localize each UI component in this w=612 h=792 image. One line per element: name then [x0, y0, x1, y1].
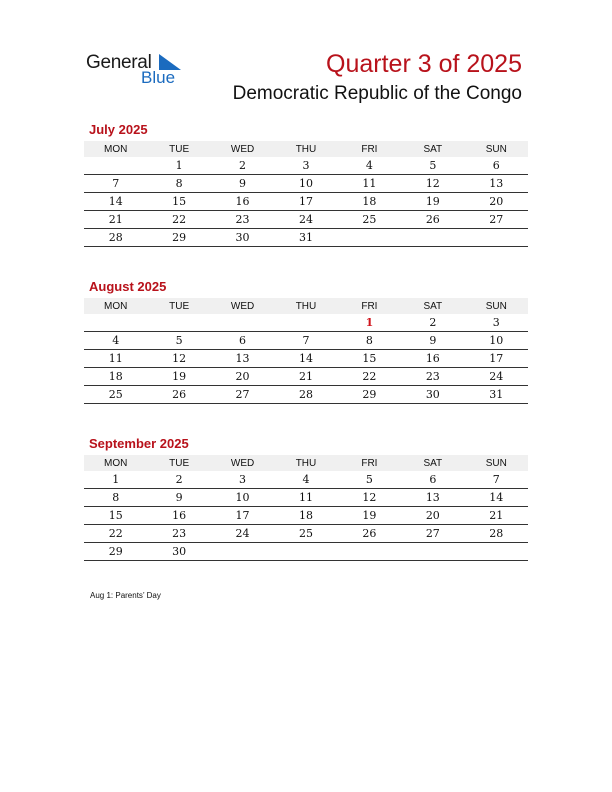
day-cell: 28: [84, 229, 147, 247]
day-cell: 5: [401, 157, 464, 175]
weekday-label: MON: [84, 455, 147, 471]
day-cell: [211, 543, 274, 561]
day-cell: [465, 543, 528, 561]
day-cell: 12: [338, 489, 401, 507]
day-cell: 20: [401, 507, 464, 525]
day-cell: [401, 543, 464, 561]
month-september: [84, 436, 528, 561]
day-cell: 10: [465, 332, 528, 350]
day-cell: 17: [274, 193, 337, 211]
day-cell: 16: [401, 350, 464, 368]
day-cell: 14: [274, 350, 337, 368]
weekday-label: FRI: [338, 455, 401, 471]
day-cell: 3: [465, 314, 528, 332]
day-cell: 2: [401, 314, 464, 332]
weekday-label: THU: [274, 455, 337, 471]
holiday-note: Aug 1: Parents’ Day: [90, 591, 161, 600]
month-august: [84, 279, 528, 404]
week-row: [84, 193, 528, 211]
week-row: [84, 157, 528, 175]
day-cell: 22: [147, 211, 210, 229]
day-cell: 16: [147, 507, 210, 525]
day-cell: 23: [211, 211, 274, 229]
day-cell: [84, 157, 147, 175]
weekday-label: SAT: [401, 298, 464, 314]
day-cell: 5: [147, 332, 210, 350]
calendar-table: [84, 455, 528, 561]
weekday-label: SAT: [401, 141, 464, 157]
day-cell: [147, 314, 210, 332]
weekday-label: SUN: [465, 298, 528, 314]
day-cell: 27: [211, 386, 274, 404]
day-cell: 19: [147, 368, 210, 386]
weekday-header-row: [84, 141, 528, 157]
week-row: [84, 386, 528, 404]
day-cell: 15: [147, 193, 210, 211]
weekday-label: MON: [84, 141, 147, 157]
logo-text-blue: Blue: [141, 68, 176, 87]
day-cell: 12: [147, 350, 210, 368]
week-row: [84, 314, 528, 332]
day-cell: 9: [211, 175, 274, 193]
day-cell: 26: [147, 386, 210, 404]
day-cell: 30: [147, 543, 210, 561]
day-cell: 3: [211, 471, 274, 489]
day-cell: 26: [401, 211, 464, 229]
weekday-label: SAT: [401, 455, 464, 471]
day-cell: 18: [274, 507, 337, 525]
day-cell: 31: [274, 229, 337, 247]
day-cell: 17: [211, 507, 274, 525]
day-cell: [338, 229, 401, 247]
logo-text-general: General: [86, 52, 152, 73]
day-cell: 19: [401, 193, 464, 211]
day-cell: 16: [211, 193, 274, 211]
weekday-label: WED: [211, 141, 274, 157]
day-cell: [401, 229, 464, 247]
day-cell: 24: [274, 211, 337, 229]
weekday-label: SUN: [465, 455, 528, 471]
day-cell: 4: [84, 332, 147, 350]
day-cell: 6: [465, 157, 528, 175]
day-cell: 6: [211, 332, 274, 350]
day-cell: [84, 314, 147, 332]
day-cell: 25: [274, 525, 337, 543]
calendar-table: [84, 141, 528, 247]
day-cell: 23: [401, 368, 464, 386]
day-cell: 6: [401, 471, 464, 489]
weekday-label: TUE: [147, 298, 210, 314]
day-cell: 25: [84, 386, 147, 404]
day-cell: 22: [84, 525, 147, 543]
week-row: [84, 471, 528, 489]
day-cell: 9: [147, 489, 210, 507]
weekday-label: WED: [211, 455, 274, 471]
week-row: [84, 507, 528, 525]
day-cell: 7: [84, 175, 147, 193]
month-title: August 2025: [89, 279, 167, 294]
day-cell: 8: [338, 332, 401, 350]
day-cell: 30: [401, 386, 464, 404]
day-cell: 13: [401, 489, 464, 507]
day-cell: 5: [338, 471, 401, 489]
day-cell: 25: [338, 211, 401, 229]
day-cell: 11: [84, 350, 147, 368]
day-cell: 21: [274, 368, 337, 386]
day-cell: 26: [338, 525, 401, 543]
day-cell: 14: [84, 193, 147, 211]
day-cell: [274, 314, 337, 332]
day-cell: 4: [274, 471, 337, 489]
weekday-label: TUE: [147, 141, 210, 157]
weekday-label: WED: [211, 298, 274, 314]
day-cell: 10: [274, 175, 337, 193]
month-title: September 2025: [89, 436, 189, 451]
day-cell: 24: [465, 368, 528, 386]
day-cell: 8: [84, 489, 147, 507]
weekday-label: THU: [274, 298, 337, 314]
week-row: [84, 332, 528, 350]
day-cell: 13: [465, 175, 528, 193]
day-cell: [211, 314, 274, 332]
day-cell: 27: [401, 525, 464, 543]
day-cell: [274, 543, 337, 561]
country-name: Democratic Republic of the Congo: [232, 83, 522, 104]
weekday-label: TUE: [147, 455, 210, 471]
weekday-header-row: [84, 455, 528, 471]
day-cell: 28: [274, 386, 337, 404]
day-cell: 19: [338, 507, 401, 525]
page-title: Quarter 3 of 2025: [326, 50, 522, 78]
day-cell: 9: [401, 332, 464, 350]
day-cell: 8: [147, 175, 210, 193]
weekday-label: FRI: [338, 141, 401, 157]
weekday-label: SUN: [465, 141, 528, 157]
day-cell: 20: [465, 193, 528, 211]
day-cell: 11: [338, 175, 401, 193]
day-cell: 15: [84, 507, 147, 525]
day-cell: 20: [211, 368, 274, 386]
week-row: [84, 489, 528, 507]
day-cell: [338, 543, 401, 561]
calendar-table: [84, 298, 528, 404]
week-row: [84, 229, 528, 247]
day-cell: 18: [84, 368, 147, 386]
day-cell: 10: [211, 489, 274, 507]
week-row: [84, 543, 528, 561]
day-cell: 1: [338, 314, 401, 332]
generalblue-logo: [86, 51, 186, 91]
day-cell: 27: [465, 211, 528, 229]
day-cell: 22: [338, 368, 401, 386]
day-cell: 29: [338, 386, 401, 404]
day-cell: 21: [84, 211, 147, 229]
weekday-label: MON: [84, 298, 147, 314]
day-cell: 29: [84, 543, 147, 561]
month-title: July 2025: [89, 122, 148, 137]
day-cell: 2: [211, 157, 274, 175]
day-cell: 23: [147, 525, 210, 543]
day-cell: 29: [147, 229, 210, 247]
day-cell: 7: [465, 471, 528, 489]
week-row: [84, 175, 528, 193]
day-cell: 21: [465, 507, 528, 525]
day-cell: 2: [147, 471, 210, 489]
day-cell: 7: [274, 332, 337, 350]
day-cell: 1: [147, 157, 210, 175]
day-cell: 31: [465, 386, 528, 404]
day-cell: [465, 229, 528, 247]
day-cell: 15: [338, 350, 401, 368]
day-cell: 24: [211, 525, 274, 543]
day-cell: 13: [211, 350, 274, 368]
month-july: [84, 122, 528, 247]
day-cell: 11: [274, 489, 337, 507]
week-row: [84, 525, 528, 543]
week-row: [84, 350, 528, 368]
day-cell: 12: [401, 175, 464, 193]
day-cell: 18: [338, 193, 401, 211]
weekday-label: THU: [274, 141, 337, 157]
day-cell: 28: [465, 525, 528, 543]
week-row: [84, 211, 528, 229]
day-cell: 14: [465, 489, 528, 507]
week-row: [84, 368, 528, 386]
weekday-label: FRI: [338, 298, 401, 314]
day-cell: 1: [84, 471, 147, 489]
day-cell: 17: [465, 350, 528, 368]
day-cell: 30: [211, 229, 274, 247]
weekday-header-row: [84, 298, 528, 314]
day-cell: 4: [338, 157, 401, 175]
day-cell: 3: [274, 157, 337, 175]
